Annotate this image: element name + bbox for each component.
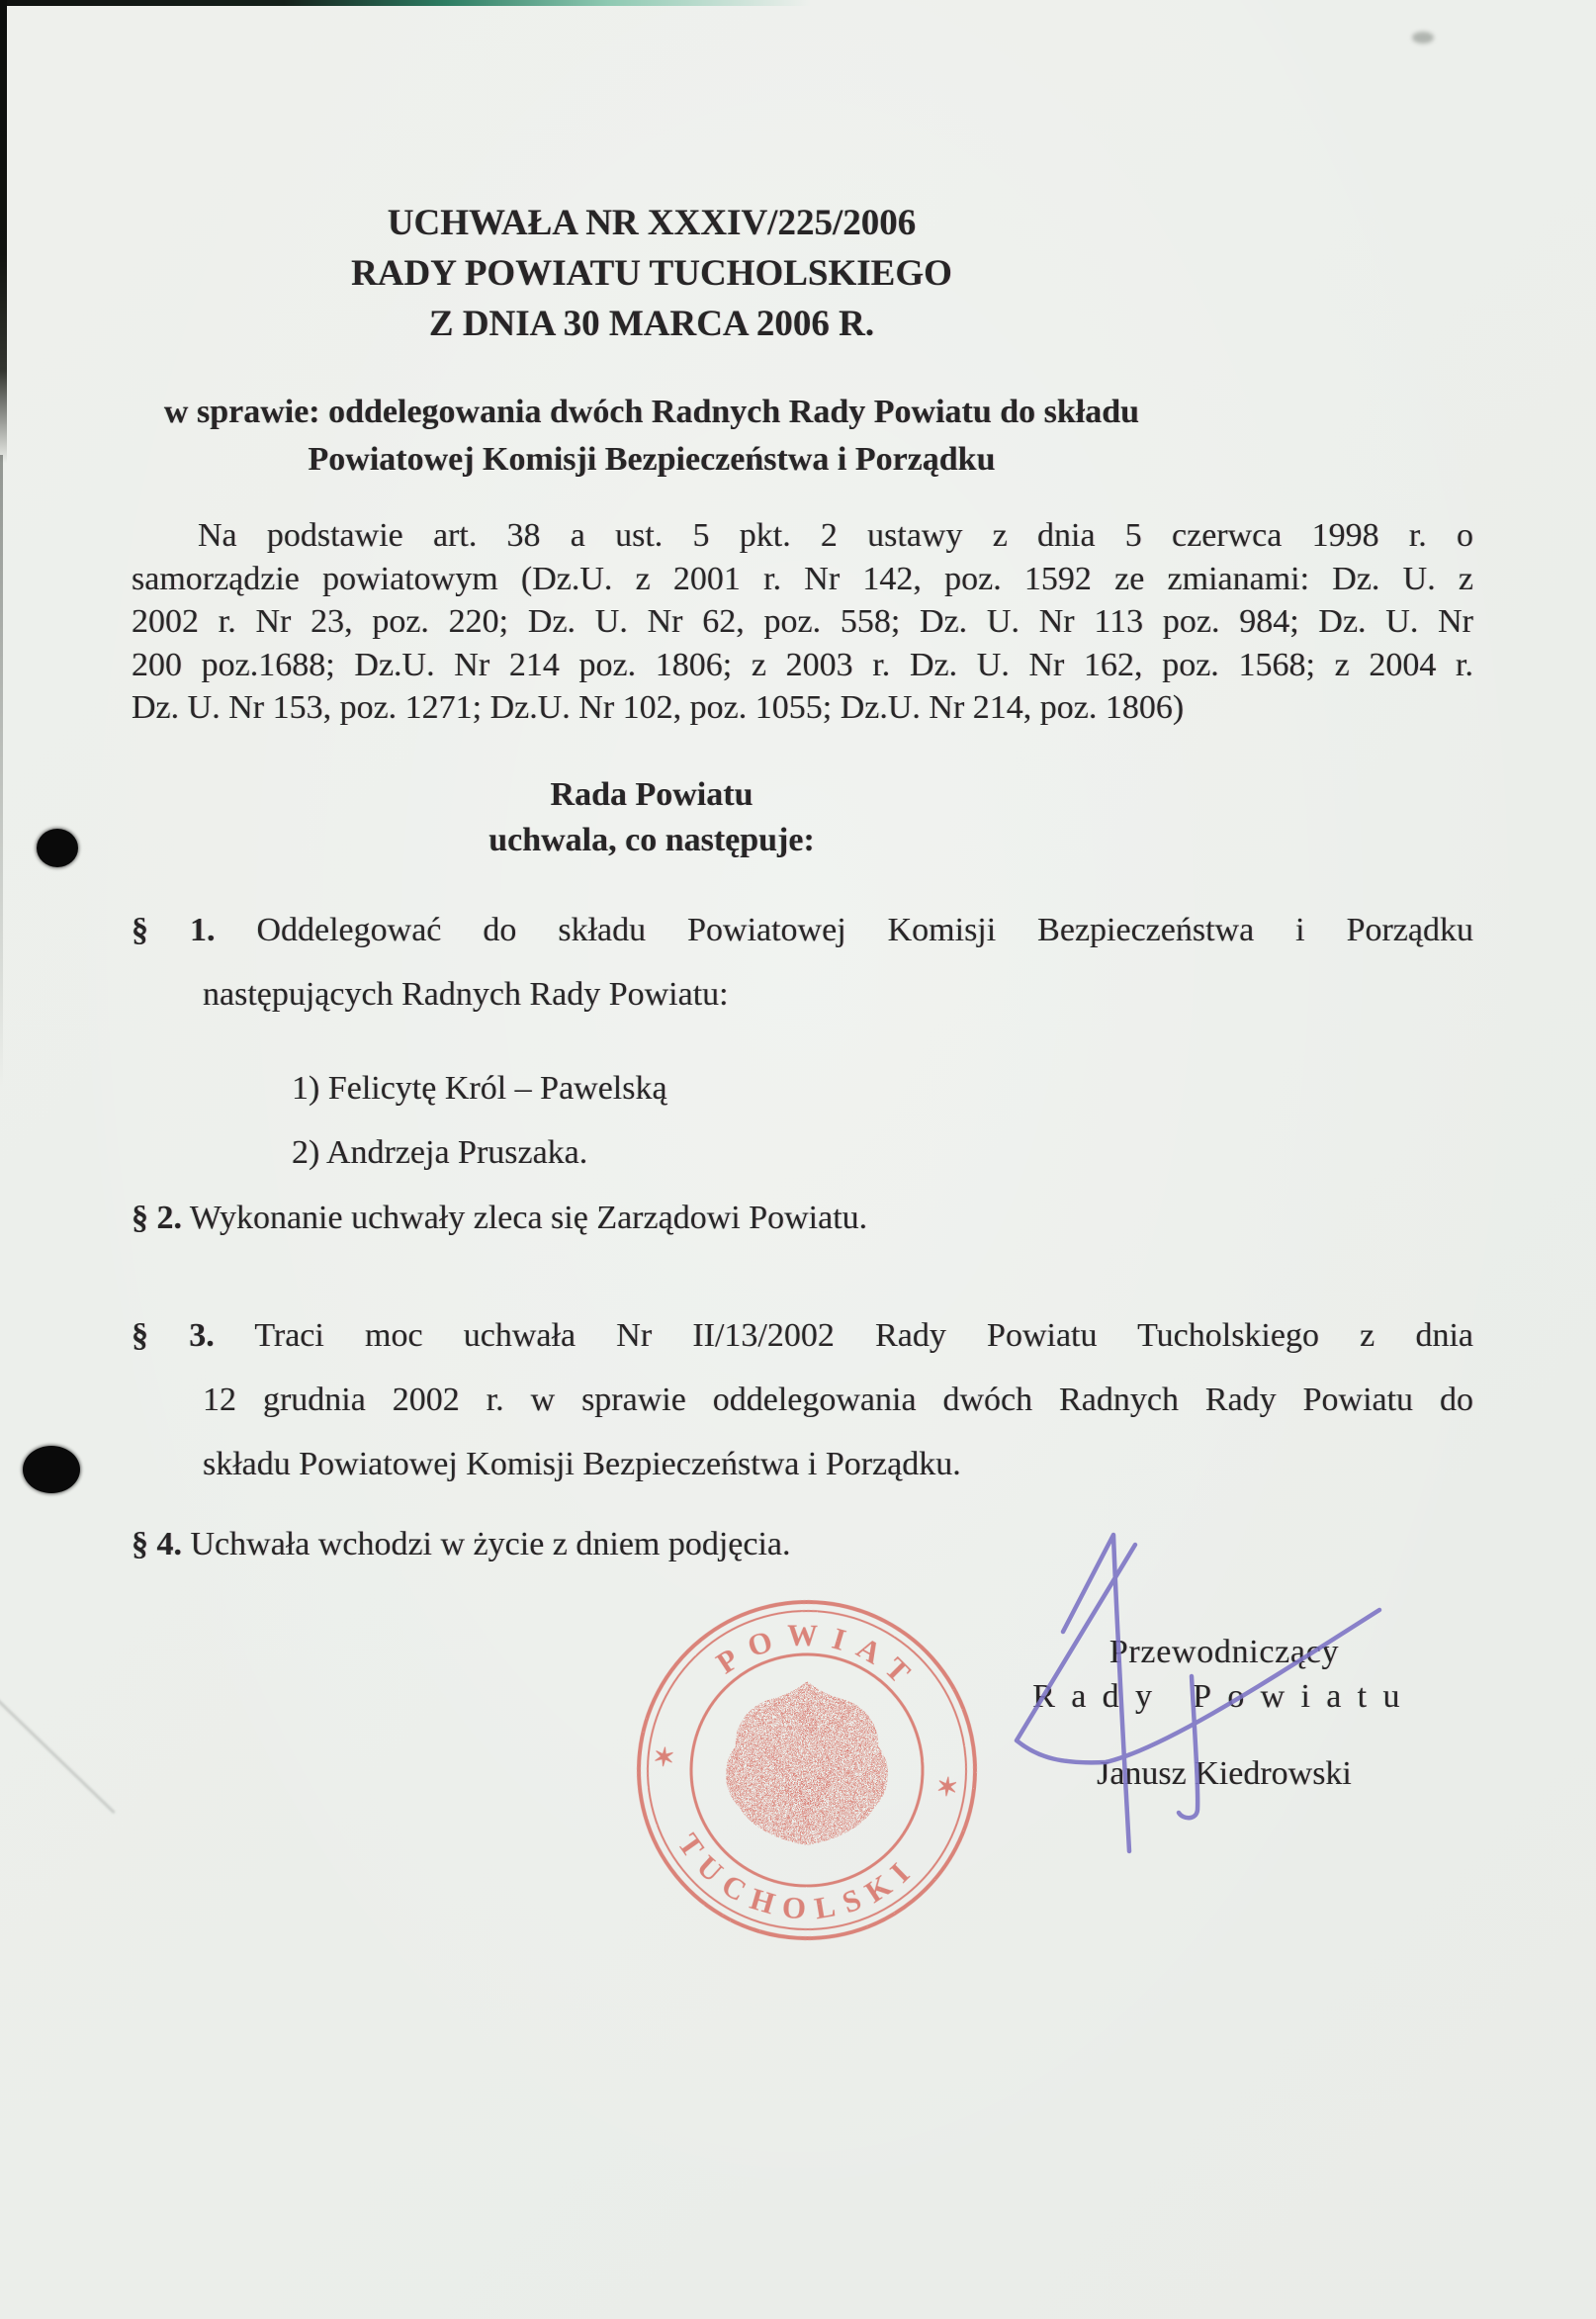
star-icon: ✶ (652, 1741, 676, 1773)
signatory-role-line-2: Rady Powiatu (1032, 1678, 1416, 1715)
section-3-line-3: składu Powiatowej Komisji Bezpieczeństwa i Porządku. (203, 1446, 961, 1482)
section-2 (132, 1197, 1473, 1240)
scan-edge-artifact-top (0, 0, 811, 6)
section-2-text: Wykonanie uchwały zleca się Zarządowi Powiatu. (189, 1200, 868, 1236)
section-3-line-1 (132, 1303, 1473, 1368)
subject-line-2: Powiatowej Komisji Bezpieczeństwa i Porządku (308, 441, 996, 478)
list-item: 1) Felicytę Król – Pawelską (292, 1070, 667, 1107)
section-3 (132, 1303, 1473, 1496)
signatory-name: Janusz Kiedrowski (1097, 1755, 1352, 1792)
paper-crease (0, 1681, 116, 1814)
legal-basis-line-2: samorządzie powiatowym (Dz.U. z 2001 r. Nr 142, poz. 1592 ze zmianami: Dz. U. z (132, 560, 1473, 597)
scan-edge-artifact-left (0, 0, 7, 463)
handwritten-signature (969, 1521, 1394, 1862)
section-1 (132, 898, 1473, 1026)
title-line-1: UCHWAŁA NR XXXIV/225/2006 (387, 203, 917, 243)
seal-bottom-text: TUCHOLSKI (670, 1827, 925, 1926)
document-title (132, 198, 1172, 349)
enacting-line-2: uchwala, co następuje: (488, 822, 815, 858)
signatory-role-line-1: Przewodniczący (1108, 1634, 1340, 1670)
section-4-mark: § 4. (132, 1526, 182, 1562)
eagle-emblem (726, 1681, 888, 1845)
county-seal-stamp (623, 1586, 991, 1954)
title-line-2: RADY POWIATU TUCHOLSKIEGO (351, 253, 952, 294)
scan-artifact-dot-upper (37, 829, 78, 867)
enacting-line-1: Rada Powiatu (550, 776, 754, 813)
title-line-3: Z DNIA 30 MARCA 2006 R. (428, 304, 875, 344)
star-icon: ✶ (934, 1771, 960, 1803)
legal-basis-line-3: 2002 r. Nr 23, poz. 220; Dz. U. Nr 62, poz. 558; Dz. U. Nr 113 poz. 984; Dz. U. Nr (132, 603, 1473, 640)
legal-basis-line-4: 200 poz.1688; Dz.U. Nr 214 poz. 1806; z 2003 r. Dz. U. Nr 162, poz. 1568; z 2004 r. (132, 646, 1473, 683)
section-3-line-2: 12 grudnia 2002 r. w sprawie oddelegowania dwóch Radnych Rady Powiatu do (203, 1382, 1473, 1418)
section-1-line-2: następujących Radnych Rady Powiatu: (203, 976, 729, 1013)
legal-basis-line-1: Na podstawie art. 38 a ust. 5 pkt. 2 ustawy z dnia 5 czerwca 1998 r. o (198, 517, 1473, 554)
legal-basis-paragraph (132, 514, 1473, 730)
section-2-mark: § 2. (132, 1200, 182, 1236)
scan-artifact-dot-lower (23, 1446, 80, 1493)
subject-heading (132, 389, 1172, 484)
section-1-mark: § 1. (132, 912, 216, 948)
subject-line-1: w sprawie: oddelegowania dwóch Radnych Rady Powiatu do składu (163, 394, 1140, 430)
section-1-text: Oddelegować do składu Powiatowej Komisji Bezpieczeństwa i Porządku (256, 912, 1473, 948)
seal-top-text: POWIAT (710, 1617, 927, 1699)
scan-edge-artifact-left-faint (0, 455, 3, 1088)
list-item: 2) Andrzeja Pruszaka. (292, 1134, 588, 1171)
section-1-line-1 (132, 898, 1473, 962)
legal-basis-line-5: Dz. U. Nr 153, poz. 1271; Dz.U. Nr 102, poz. 1055; Dz.U. Nr 214, poz. 1806) (132, 689, 1185, 726)
section-3-text: Traci moc uchwała Nr II/13/2002 Rady Powiatu Tucholskiego z dnia (254, 1317, 1474, 1354)
scan-smudge (1412, 32, 1434, 44)
section-3-mark: § 3. (132, 1317, 215, 1354)
section-4-text: Uchwała wchodzi w życie z dniem podjęcia. (190, 1526, 791, 1562)
enacting-formula (132, 772, 1172, 863)
delegates-list (292, 1056, 667, 1185)
